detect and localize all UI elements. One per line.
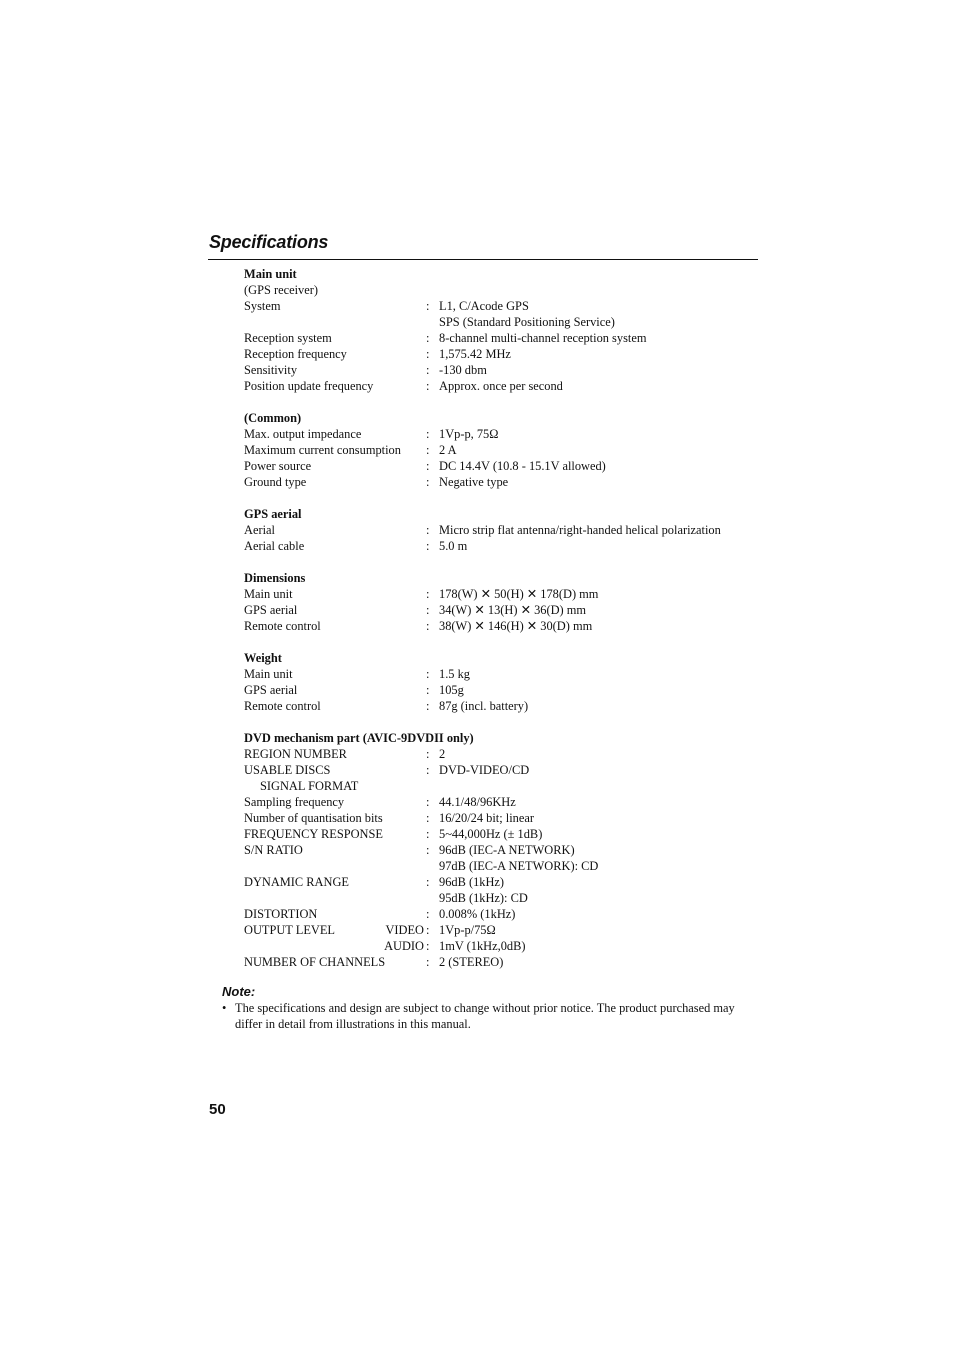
spec-label: Reception system [244,331,332,345]
spec-row-dim-gps-aerial [244,602,764,618]
spec-label: Ground type [244,475,307,489]
spec-row-system [244,298,764,314]
spec-separator: : [426,475,430,489]
spec-value: 5~44,000Hz (± 1dB) [439,827,543,841]
spec-value: 1Vp-p/75Ω [439,923,496,937]
spec-value: 1Vp-p, 75Ω [439,427,499,441]
spec-value: 95dB (1kHz): CD [439,891,528,905]
spec-value: 178(W) ✕ 50(H) ✕ 178(D) mm [439,587,599,601]
spec-label: Reception frequency [244,347,347,361]
note-title: Note: [222,984,256,999]
spec-separator: : [426,683,430,697]
spec-label: DISTORTION [244,907,318,921]
gps-aerial-heading: GPS aerial [244,507,302,521]
spec-row-current-consumption [244,442,764,458]
spec-label: NUMBER OF CHANNELS [244,955,386,969]
spec-label: Sensitivity [244,363,298,377]
spec-separator: : [426,907,430,921]
section-gap [244,394,764,410]
spec-value: 38(W) ✕ 146(H) ✕ 30(D) mm [439,619,593,633]
spec-value: 2 [439,747,446,761]
dvd-mechanism-heading: DVD mechanism part (AVIC-9DVDII only) [244,731,474,745]
spec-row-dynamic-range [244,874,764,890]
spec-value: 2 (STEREO) [439,955,504,969]
spec-separator: : [426,795,430,809]
spec-separator: : [426,955,430,969]
spec-label: REGION NUMBER [244,747,347,761]
spec-label: S/N RATIO [244,843,303,857]
spec-separator: : [426,763,430,777]
spec-separator: : [426,379,430,393]
spec-separator: : [426,443,430,457]
spec-separator: : [426,459,430,473]
specifications-body [244,266,764,970]
spec-label: GPS aerial [244,603,298,617]
spec-value: 1,575.42 MHz [439,347,511,361]
spec-value: L1, C/Acode GPS [439,299,529,313]
spec-separator: : [426,299,430,313]
spec-separator: : [426,747,430,761]
spec-row-position-update [244,378,764,394]
spec-row-usable-discs [244,762,764,778]
spec-value: Micro strip flat antenna/right-handed helical polarization [439,523,721,537]
dimensions-heading: Dimensions [244,571,306,585]
spec-value: 34(W) ✕ 13(H) ✕ 36(D) mm [439,603,587,617]
common-heading: (Common) [244,411,302,425]
spec-label: OUTPUT LEVEL [244,923,335,937]
spec-sublabel: AUDIO [384,939,424,953]
spec-separator: : [426,699,430,713]
spec-label: Main unit [244,667,293,681]
section-gap [244,554,764,570]
spec-row-number-of-channels [244,954,764,970]
spec-label: SIGNAL FORMAT [260,779,359,793]
spec-label: Remote control [244,699,321,713]
spec-label: System [244,299,281,313]
spec-value: 2 A [439,443,457,457]
spec-separator: : [426,811,430,825]
spec-separator: : [426,875,430,889]
spec-row-sensitivity [244,362,764,378]
spec-label: Number of quantisation bits [244,811,383,825]
page-title: Specifications [209,232,329,252]
spec-separator: : [426,827,430,841]
spec-row-frequency-response [244,826,764,842]
spec-row-output-impedance [244,426,764,442]
note-text: The specifications and design are subject to change without prior notice. The product purchased may differ in detail from illustrations in this manual. [235,1001,735,1031]
spec-value: 96dB (IEC-A NETWORK) [439,843,575,857]
spec-row-power-source [244,458,764,474]
spec-value: DVD-VIDEO/CD [439,763,530,777]
page-number: 50 [209,1101,226,1118]
spec-row-weight-main-unit [244,666,764,682]
spec-value: -130 dbm [439,363,487,377]
spec-row-distortion [244,906,764,922]
spec-row-output-level-audio [244,938,764,954]
spec-label: Aerial cable [244,539,305,553]
spec-separator: : [426,523,430,537]
spec-value: 87g (incl. battery) [439,699,529,713]
spec-separator: : [426,331,430,345]
spec-row-ground-type [244,474,764,490]
spec-label: Aerial [244,523,275,537]
spec-row-reception-system [244,330,764,346]
spec-label: Position update frequency [244,379,374,393]
spec-label: Max. output impedance [244,427,362,441]
spec-separator: : [426,347,430,361]
note-list [222,1001,762,1032]
spec-separator: : [426,619,430,633]
spec-separator: : [426,363,430,377]
spec-row-signal-format [244,778,764,794]
spec-value: 105g [439,683,464,697]
section-gap [244,634,764,650]
spec-row-dim-main-unit [244,586,764,602]
spec-row-sn-ratio-cd [244,858,764,874]
spec-value: 16/20/24 bit; linear [439,811,534,825]
spec-value: SPS (Standard Positioning Service) [439,315,615,329]
spec-label: Sampling frequency [244,795,345,809]
spec-value: 1.5 kg [439,667,470,681]
spec-separator: : [426,939,430,953]
spec-row-sampling-frequency [244,794,764,810]
spec-row-output-level-video [244,922,764,938]
spec-row-reception-frequency [244,346,764,362]
spec-value: 8-channel multi-channel reception system [439,331,647,345]
spec-value: 1mV (1kHz,0dB) [439,939,526,953]
spec-separator: : [426,427,430,441]
spec-separator: : [426,843,430,857]
spec-row-dynamic-range-cd [244,890,764,906]
spec-value: Negative type [439,475,509,489]
spec-value: 97dB (IEC-A NETWORK): CD [439,859,599,873]
spec-row-aerial [244,522,764,538]
spec-separator: : [426,667,430,681]
spec-label: Power source [244,459,312,473]
spec-row-sn-ratio [244,842,764,858]
section-gap [244,714,764,730]
spec-label: DYNAMIC RANGE [244,875,349,889]
spec-label: FREQUENCY RESPONSE [244,827,383,841]
spec-label: Maximum current consumption [244,443,401,457]
spec-separator: : [426,923,430,937]
spec-label: GPS aerial [244,683,298,697]
note-item [222,1001,762,1032]
spec-row-aerial-cable [244,538,764,554]
spec-separator: : [426,603,430,617]
spec-value: 44.1/48/96KHz [439,795,516,809]
bullet-icon: • [222,1001,227,1015]
spec-value: DC 14.4V (10.8 - 15.1V allowed) [439,459,606,473]
weight-heading: Weight [244,651,282,665]
spec-row-weight-gps-aerial [244,682,764,698]
spec-row-region-number [244,746,764,762]
spec-row-weight-remote-control [244,698,764,714]
spec-row-dim-remote-control [244,618,764,634]
spec-row-quantisation-bits [244,810,764,826]
title-rule [208,259,758,260]
spec-separator: : [426,587,430,601]
spec-label: Main unit [244,587,293,601]
spec-value: 96dB (1kHz) [439,875,505,889]
spec-value: 5.0 m [439,539,468,553]
gps-receiver-subheading: (GPS receiver) [244,283,318,297]
spec-sublabel: VIDEO [385,923,424,937]
spec-separator: : [426,539,430,553]
spec-value: Approx. once per second [439,379,563,393]
section-gap [244,490,764,506]
spec-label: USABLE DISCS [244,763,331,777]
spec-label: Remote control [244,619,321,633]
main-unit-heading: Main unit [244,267,297,281]
spec-row-system-continued [244,314,764,330]
spec-value: 0.008% (1kHz) [439,907,516,921]
